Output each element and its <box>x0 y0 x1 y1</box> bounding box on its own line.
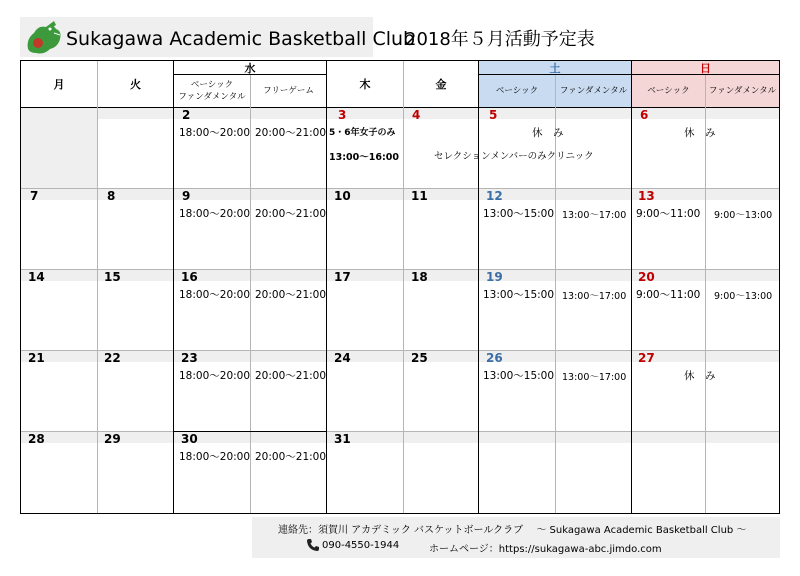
date-fri: 18 <box>411 270 428 284</box>
phone-icon <box>306 538 320 552</box>
time-sun-fund: 9:00～13:00 <box>714 210 773 221</box>
date-sat: 26 <box>486 351 503 365</box>
time-sat-fund: 13:00～17:00 <box>562 210 627 221</box>
grid-line <box>20 513 780 514</box>
time-sat-fund: 13:00～17:00 <box>562 291 627 302</box>
date-band-week4 <box>21 350 779 362</box>
grid-line <box>631 60 632 514</box>
time-wed-free: 20:00～21:00 <box>255 127 327 139</box>
time-sat-basic: 13:00～15:00 <box>483 289 555 301</box>
footer-homepage[interactable]: ホームページ：https://sukagawa-abc.jimdo.com <box>429 544 662 555</box>
date-band-week3 <box>21 269 779 281</box>
page-title: 2018年５月活動予定表 <box>405 29 595 50</box>
header-sun-basic: ベーシック <box>647 86 690 96</box>
header-wed-basic: ベーシック ファンダメンタル <box>178 80 246 102</box>
grid-line <box>705 75 706 513</box>
note-girls-only: 5・6年女子のみ <box>329 128 396 138</box>
time-wed-basic: 18:00～20:00 <box>179 289 251 301</box>
date-tue: 22 <box>104 351 121 365</box>
date-sun: 27 <box>638 351 655 365</box>
date-sun: 20 <box>638 270 655 284</box>
sun-rest: 休 み <box>684 127 716 139</box>
date-sun: 6 <box>640 108 649 122</box>
date-fri: 4 <box>412 108 421 122</box>
date-sat: 5 <box>489 108 498 122</box>
grid-line <box>97 61 98 513</box>
grid-line <box>21 350 779 351</box>
grid-line <box>555 75 556 513</box>
date-wed: 9 <box>182 189 191 203</box>
date-mon: 7 <box>30 189 39 203</box>
grid-line <box>21 188 779 189</box>
header-tue: 火 <box>130 78 141 91</box>
time-sun-basic: 9:00～11:00 <box>636 208 701 220</box>
time-wed-basic: 18:00～20:00 <box>179 208 251 220</box>
grid-line <box>20 60 21 514</box>
grid-line <box>173 60 174 514</box>
date-band-week5 <box>21 431 779 443</box>
date-sun: 13 <box>638 189 655 203</box>
date-thu: 17 <box>334 270 351 284</box>
header-fri: 金 <box>435 78 447 91</box>
time-sat-basic: 13:00～15:00 <box>483 370 555 382</box>
crocodile-mascot-icon <box>24 19 64 57</box>
date-wed: 16 <box>181 270 198 284</box>
date-tue: 15 <box>104 270 121 284</box>
date-mon: 28 <box>28 432 45 446</box>
time-wed-basic: 18:00～20:00 <box>179 370 251 382</box>
time-thu: 13:00～16:00 <box>329 152 399 163</box>
time-sat-fund: 13:00～17:00 <box>562 372 627 383</box>
header-sat-fund: ファンダメンタル <box>559 86 628 96</box>
date-band-week1 <box>21 107 779 119</box>
date-tue: 8 <box>107 189 116 203</box>
date-wed: 30 <box>181 432 198 446</box>
date-sat: 12 <box>486 189 503 203</box>
date-fri: 11 <box>411 189 428 203</box>
header-wed: 水 <box>244 61 256 75</box>
date-band-week2 <box>21 188 779 200</box>
club-title: Sukagawa Academic Basketball Club <box>66 28 416 50</box>
header-sun: 日 <box>700 61 711 75</box>
time-wed-basic: 18:00～20:00 <box>179 127 251 139</box>
date-thu: 10 <box>334 189 351 203</box>
date-thu: 3 <box>338 108 347 122</box>
time-wed-free: 20:00～21:00 <box>255 289 327 301</box>
grid-line <box>403 61 404 513</box>
empty-cell-week1-mon <box>21 107 97 188</box>
date-thu: 24 <box>334 351 351 365</box>
grid-line <box>21 431 779 432</box>
time-wed-free: 20:00～21:00 <box>255 451 327 463</box>
date-mon: 21 <box>28 351 45 365</box>
date-fri: 25 <box>411 351 428 365</box>
sun-rest: 休 み <box>684 370 716 382</box>
date-sat: 19 <box>486 270 503 284</box>
grid-line <box>326 60 327 514</box>
header-thu: 木 <box>359 78 371 91</box>
selection-clinic: セレクションメンバーのみクリニック <box>434 151 594 162</box>
date-wed: 23 <box>181 351 198 365</box>
grid-line <box>779 60 780 514</box>
date-wed: 2 <box>182 108 191 122</box>
header-wed-free: フリーゲーム <box>263 86 314 96</box>
grid-line <box>20 107 780 108</box>
time-sat-basic: 13:00～15:00 <box>483 208 555 220</box>
time-sun-fund: 9:00～13:00 <box>714 291 773 302</box>
time-wed-free: 20:00～21:00 <box>255 370 327 382</box>
date-tue: 29 <box>104 432 121 446</box>
sat-rest: 休 み <box>532 127 564 139</box>
date-thu: 31 <box>334 432 351 446</box>
header-sat-basic: ベーシック <box>495 86 539 96</box>
time-wed-free: 20:00～21:00 <box>255 208 327 220</box>
grid-line <box>478 60 479 514</box>
date-mon: 14 <box>28 270 45 284</box>
footer-contact: 連絡先：須賀川 アカデミック バスケットボールクラブ ～ Sukagawa Academic Basketball Club ～ <box>278 525 747 536</box>
header-sun-fund: ファンダメンタル <box>708 86 777 96</box>
footer-phone: 090-4550-1944 <box>322 540 400 551</box>
time-sun-basic: 9:00～11:00 <box>636 289 701 301</box>
grid-line <box>250 75 251 513</box>
time-wed-basic: 18:00～20:00 <box>179 451 251 463</box>
header-mon: 月 <box>53 78 65 91</box>
grid-line <box>21 269 779 270</box>
header-sat: 土 <box>549 61 561 75</box>
